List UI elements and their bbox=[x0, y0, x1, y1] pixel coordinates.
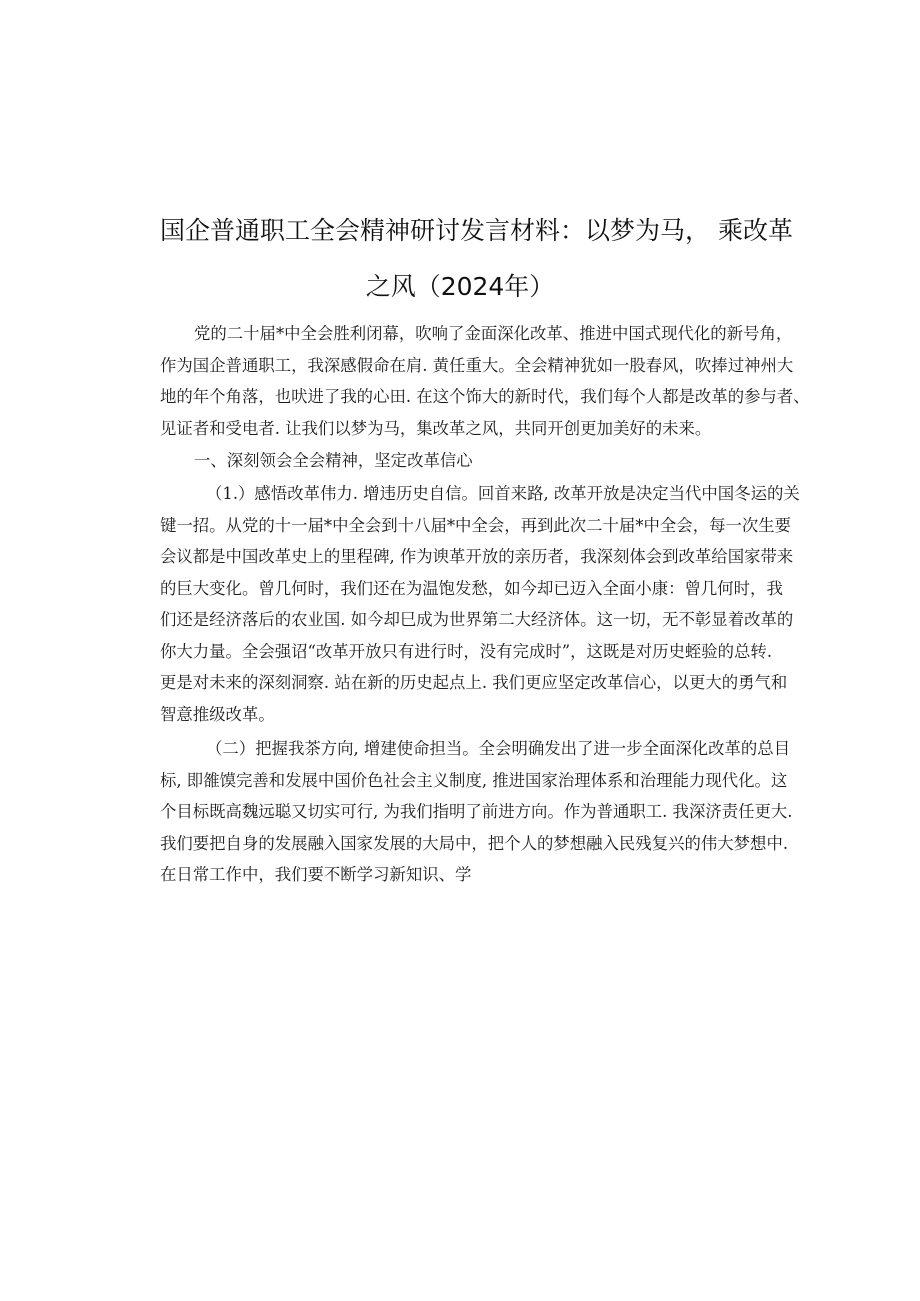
text-line: 作为国企普通职工，我深感假命在肩. 黄任重大。全会精神犹如一股春风，吹捧过神州大 bbox=[160, 355, 794, 375]
text-line: （二）把握我茶方向, 增建使命担当。全会明确发出了进一步全面深化改革的总目 bbox=[206, 739, 791, 758]
intro-paragraph bbox=[160, 318, 810, 444]
section-heading-1: 一、深刻领会全会精神，坚定改革信心 bbox=[194, 451, 473, 470]
text-line: 在日常工作中，我们要不断学习新知识、学 bbox=[160, 865, 472, 884]
text-line: 个目标既高魏远聪又切实可行, 为我们指明了前进方向。作为普通职工. 我深济责任更大. bbox=[160, 802, 793, 821]
title-line-1: 国企普通职工全会精神研讨发言材料：以梦为马， 乘改革 bbox=[160, 216, 793, 245]
text-line: 党的二十届*中全会胜利闭幕，吹响了金面深化改革、推进中国式现代化的新号角， bbox=[194, 324, 793, 343]
text-line: 们还是经济落后的农业国. 如今却巳成为世界第二大经济体。这一切，无不彰显着改革的 bbox=[160, 610, 794, 629]
text-line: 地的年个角落，也吠进了我的心田. 在这个饰大的新时代，我们每个人都是改革的参与者、 bbox=[160, 387, 810, 406]
paragraph-2 bbox=[160, 733, 793, 891]
document-title bbox=[160, 203, 793, 315]
text-line: 见证者和受电者. 让我们以梦为马，集改革之风，共同开创更加美好的未来。 bbox=[160, 418, 712, 438]
text-line: 你大力量。全会强诏“改革开放只有进行时，没有完成时”，这既是对历史蛭验的总转. bbox=[160, 641, 773, 661]
text-line: 键一招。从党的十一届*中全会到十八届*中全会，再到此次二十届*中全会，每一次生要 bbox=[160, 515, 792, 535]
paragraph-1 bbox=[160, 478, 800, 730]
text-line: 会议都是中国改革史上的里程碑, 作为谀革开放的亲历者，我深刻体会到改革给国家带来 bbox=[160, 547, 794, 566]
text-line: 的巨大变化。曾几何时，我们还在为温饱发愁，如今却已迈入全面小康：曾几何时，我 bbox=[160, 578, 783, 598]
title-line-2: 之风（2024年） bbox=[365, 272, 555, 301]
text-line: 智意推级改革。 bbox=[160, 704, 275, 724]
document-body bbox=[160, 318, 810, 891]
text-line: 标, 即雒馍完善和发展中国价色社会主义制度, 推进国家治理体系和治理能力现代化。这 bbox=[160, 770, 788, 790]
text-line: 我们要把自身的发展融入国家发展的大局中，把个人的梦想融入民残复兴的伟大梦想中. bbox=[160, 833, 789, 853]
text-line: （1.）感悟改革伟力. 增违历史自信。回首来路, 改革开放是决定当代中国冬运的关 bbox=[206, 484, 800, 503]
text-line: 更是对未来的深刻洞察. 站在新的历史起点上. 我们更应坚定改革信心，以更大的勇气和 bbox=[160, 673, 788, 692]
